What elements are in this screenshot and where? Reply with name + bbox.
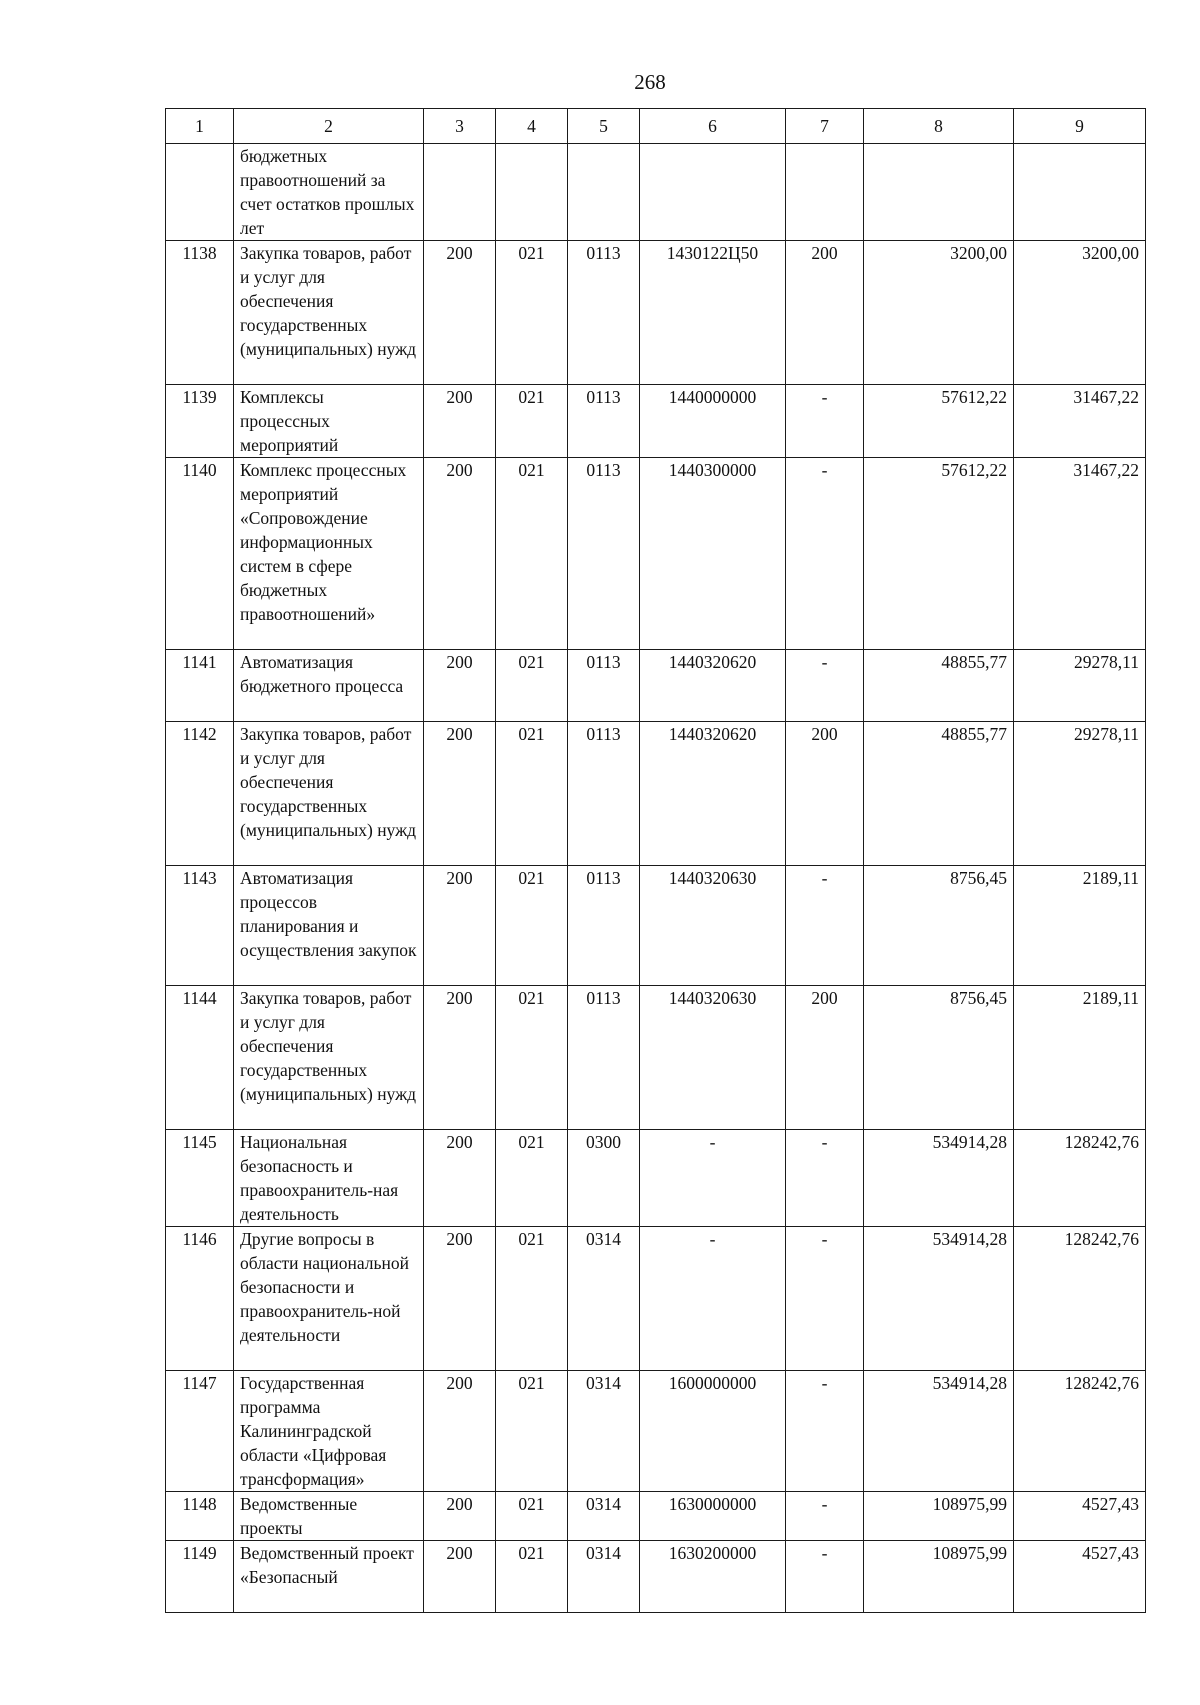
row-col4: 021 bbox=[496, 1371, 568, 1492]
row-name: Комплекс процессных мероприятий «Сопровождение информационных систем в сфере бюджетных правоотношений» bbox=[234, 458, 424, 650]
column-header: 1 bbox=[166, 109, 234, 144]
row-col8: 534914,28 bbox=[864, 1130, 1014, 1227]
row-col8: 57612,22 bbox=[864, 385, 1014, 458]
row-number: 1149 bbox=[166, 1541, 234, 1613]
row-col4: 021 bbox=[496, 458, 568, 650]
row-col3: 200 bbox=[424, 241, 496, 385]
row-col7: 200 bbox=[786, 986, 864, 1130]
row-col8: 48855,77 bbox=[864, 722, 1014, 866]
table-row bbox=[166, 986, 1146, 1130]
row-col6: 1440320630 bbox=[640, 866, 786, 986]
page-number: 268 bbox=[634, 70, 666, 94]
row-col7: 200 bbox=[786, 241, 864, 385]
row-col8: 8756,45 bbox=[864, 866, 1014, 986]
row-col4: 021 bbox=[496, 650, 568, 722]
row-col9 bbox=[1014, 144, 1146, 241]
table-row bbox=[166, 1541, 1146, 1613]
row-name: Автоматизация процессов планирования и осуществления закупок bbox=[234, 866, 424, 986]
row-col7: - bbox=[786, 1227, 864, 1371]
row-col3: 200 bbox=[424, 1371, 496, 1492]
row-col4: 021 bbox=[496, 385, 568, 458]
row-col6: 1440000000 bbox=[640, 385, 786, 458]
row-col7: - bbox=[786, 1130, 864, 1227]
row-col9: 2189,11 bbox=[1014, 866, 1146, 986]
row-col9: 128242,76 bbox=[1014, 1227, 1146, 1371]
row-col7: - bbox=[786, 1492, 864, 1541]
row-col8: 108975,99 bbox=[864, 1492, 1014, 1541]
row-number: 1146 bbox=[166, 1227, 234, 1371]
row-name: Закупка товаров, работ и услуг для обеспечения государственных (муниципальных) нужд bbox=[234, 722, 424, 866]
row-col5: 0314 bbox=[568, 1541, 640, 1613]
row-col5: 0314 bbox=[568, 1371, 640, 1492]
table-row bbox=[166, 1130, 1146, 1227]
row-col5: 0113 bbox=[568, 722, 640, 866]
row-name: Национальная безопасность и правоохранитель-ная деятельность bbox=[234, 1130, 424, 1227]
row-col8: 534914,28 bbox=[864, 1371, 1014, 1492]
row-col3: 200 bbox=[424, 1541, 496, 1613]
row-number: 1145 bbox=[166, 1130, 234, 1227]
row-col4: 021 bbox=[496, 1492, 568, 1541]
row-col3: 200 bbox=[424, 866, 496, 986]
row-col9: 29278,11 bbox=[1014, 650, 1146, 722]
row-name: Закупка товаров, работ и услуг для обеспечения государственных (муниципальных) нужд bbox=[234, 241, 424, 385]
column-header: 7 bbox=[786, 109, 864, 144]
row-col4: 021 bbox=[496, 241, 568, 385]
row-col5: 0113 bbox=[568, 458, 640, 650]
row-col5: 0113 bbox=[568, 385, 640, 458]
row-number: 1148 bbox=[166, 1492, 234, 1541]
row-col8: 534914,28 bbox=[864, 1227, 1014, 1371]
row-col3 bbox=[424, 144, 496, 241]
column-header: 8 bbox=[864, 109, 1014, 144]
row-col4: 021 bbox=[496, 1130, 568, 1227]
row-col6: 1630200000 bbox=[640, 1541, 786, 1613]
row-number: 1147 bbox=[166, 1371, 234, 1492]
row-col7 bbox=[786, 144, 864, 241]
row-number: 1140 bbox=[166, 458, 234, 650]
row-name: Другие вопросы в области национальной безопасности и правоохранитель-ной деятельности bbox=[234, 1227, 424, 1371]
table-row bbox=[166, 144, 1146, 241]
row-col4 bbox=[496, 144, 568, 241]
row-col6: 1440320630 bbox=[640, 986, 786, 1130]
row-col4: 021 bbox=[496, 986, 568, 1130]
row-col6: 1430122Ц50 bbox=[640, 241, 786, 385]
row-col6 bbox=[640, 144, 786, 241]
row-col5: 0314 bbox=[568, 1227, 640, 1371]
row-col9: 31467,22 bbox=[1014, 385, 1146, 458]
row-col5 bbox=[568, 144, 640, 241]
row-col9: 4527,43 bbox=[1014, 1541, 1146, 1613]
row-col8: 57612,22 bbox=[864, 458, 1014, 650]
column-header: 5 bbox=[568, 109, 640, 144]
row-col6: 1440320620 bbox=[640, 722, 786, 866]
row-name: бюджетных правоотношений за счет остатков прошлых лет bbox=[234, 144, 424, 241]
row-col7: - bbox=[786, 385, 864, 458]
row-number: 1139 bbox=[166, 385, 234, 458]
row-col9: 128242,76 bbox=[1014, 1130, 1146, 1227]
row-number: 1144 bbox=[166, 986, 234, 1130]
row-col9: 2189,11 bbox=[1014, 986, 1146, 1130]
row-col6: 1440320620 bbox=[640, 650, 786, 722]
row-col5: 0113 bbox=[568, 986, 640, 1130]
row-name: Государственная программа Калининградской области «Цифровая трансформация» bbox=[234, 1371, 424, 1492]
row-name: Закупка товаров, работ и услуг для обеспечения государственных (муниципальных) нужд bbox=[234, 986, 424, 1130]
row-col9: 29278,11 bbox=[1014, 722, 1146, 866]
table-row bbox=[166, 1492, 1146, 1541]
table-row bbox=[166, 1227, 1146, 1371]
row-col4: 021 bbox=[496, 722, 568, 866]
table-header-row bbox=[166, 109, 1146, 144]
row-col3: 200 bbox=[424, 1227, 496, 1371]
row-col9: 4527,43 bbox=[1014, 1492, 1146, 1541]
row-name: Комплексы процессных мероприятий bbox=[234, 385, 424, 458]
row-col7: - bbox=[786, 650, 864, 722]
row-col6: 1440300000 bbox=[640, 458, 786, 650]
row-col5: 0300 bbox=[568, 1130, 640, 1227]
row-col8 bbox=[864, 144, 1014, 241]
row-name: Ведомственный проект «Безопасный bbox=[234, 1541, 424, 1613]
row-col9: 31467,22 bbox=[1014, 458, 1146, 650]
column-header: 4 bbox=[496, 109, 568, 144]
budget-table bbox=[165, 108, 1146, 1613]
row-col6: 1630000000 bbox=[640, 1492, 786, 1541]
row-number: 1143 bbox=[166, 866, 234, 986]
row-col8: 48855,77 bbox=[864, 650, 1014, 722]
table-row bbox=[166, 650, 1146, 722]
table-row bbox=[166, 385, 1146, 458]
row-col6: - bbox=[640, 1227, 786, 1371]
row-col3: 200 bbox=[424, 722, 496, 866]
table-row bbox=[166, 722, 1146, 866]
table-row bbox=[166, 458, 1146, 650]
row-col9: 128242,76 bbox=[1014, 1371, 1146, 1492]
row-col7: 200 bbox=[786, 722, 864, 866]
column-header: 9 bbox=[1014, 109, 1146, 144]
column-header: 2 bbox=[234, 109, 424, 144]
table-row bbox=[166, 866, 1146, 986]
row-col5: 0113 bbox=[568, 650, 640, 722]
row-col3: 200 bbox=[424, 986, 496, 1130]
row-col4: 021 bbox=[496, 1227, 568, 1371]
row-col3: 200 bbox=[424, 1130, 496, 1227]
row-col5: 0113 bbox=[568, 241, 640, 385]
row-col8: 3200,00 bbox=[864, 241, 1014, 385]
row-col7: - bbox=[786, 866, 864, 986]
table-row bbox=[166, 1371, 1146, 1492]
row-col7: - bbox=[786, 1541, 864, 1613]
row-col3: 200 bbox=[424, 650, 496, 722]
row-col3: 200 bbox=[424, 385, 496, 458]
row-col8: 8756,45 bbox=[864, 986, 1014, 1130]
row-col4: 021 bbox=[496, 1541, 568, 1613]
table-row bbox=[166, 241, 1146, 385]
row-col5: 0113 bbox=[568, 866, 640, 986]
row-col4: 021 bbox=[496, 866, 568, 986]
row-col3: 200 bbox=[424, 1492, 496, 1541]
row-col3: 200 bbox=[424, 458, 496, 650]
column-header: 6 bbox=[640, 109, 786, 144]
row-col7: - bbox=[786, 458, 864, 650]
row-name: Автоматизация бюджетного процесса bbox=[234, 650, 424, 722]
column-header: 3 bbox=[424, 109, 496, 144]
row-col6: - bbox=[640, 1130, 786, 1227]
row-col5: 0314 bbox=[568, 1492, 640, 1541]
row-number bbox=[166, 144, 234, 241]
row-number: 1141 bbox=[166, 650, 234, 722]
row-col9: 3200,00 bbox=[1014, 241, 1146, 385]
row-name: Ведомственные проекты bbox=[234, 1492, 424, 1541]
row-col8: 108975,99 bbox=[864, 1541, 1014, 1613]
row-col6: 1600000000 bbox=[640, 1371, 786, 1492]
row-number: 1138 bbox=[166, 241, 234, 385]
row-col7: - bbox=[786, 1371, 864, 1492]
row-number: 1142 bbox=[166, 722, 234, 866]
